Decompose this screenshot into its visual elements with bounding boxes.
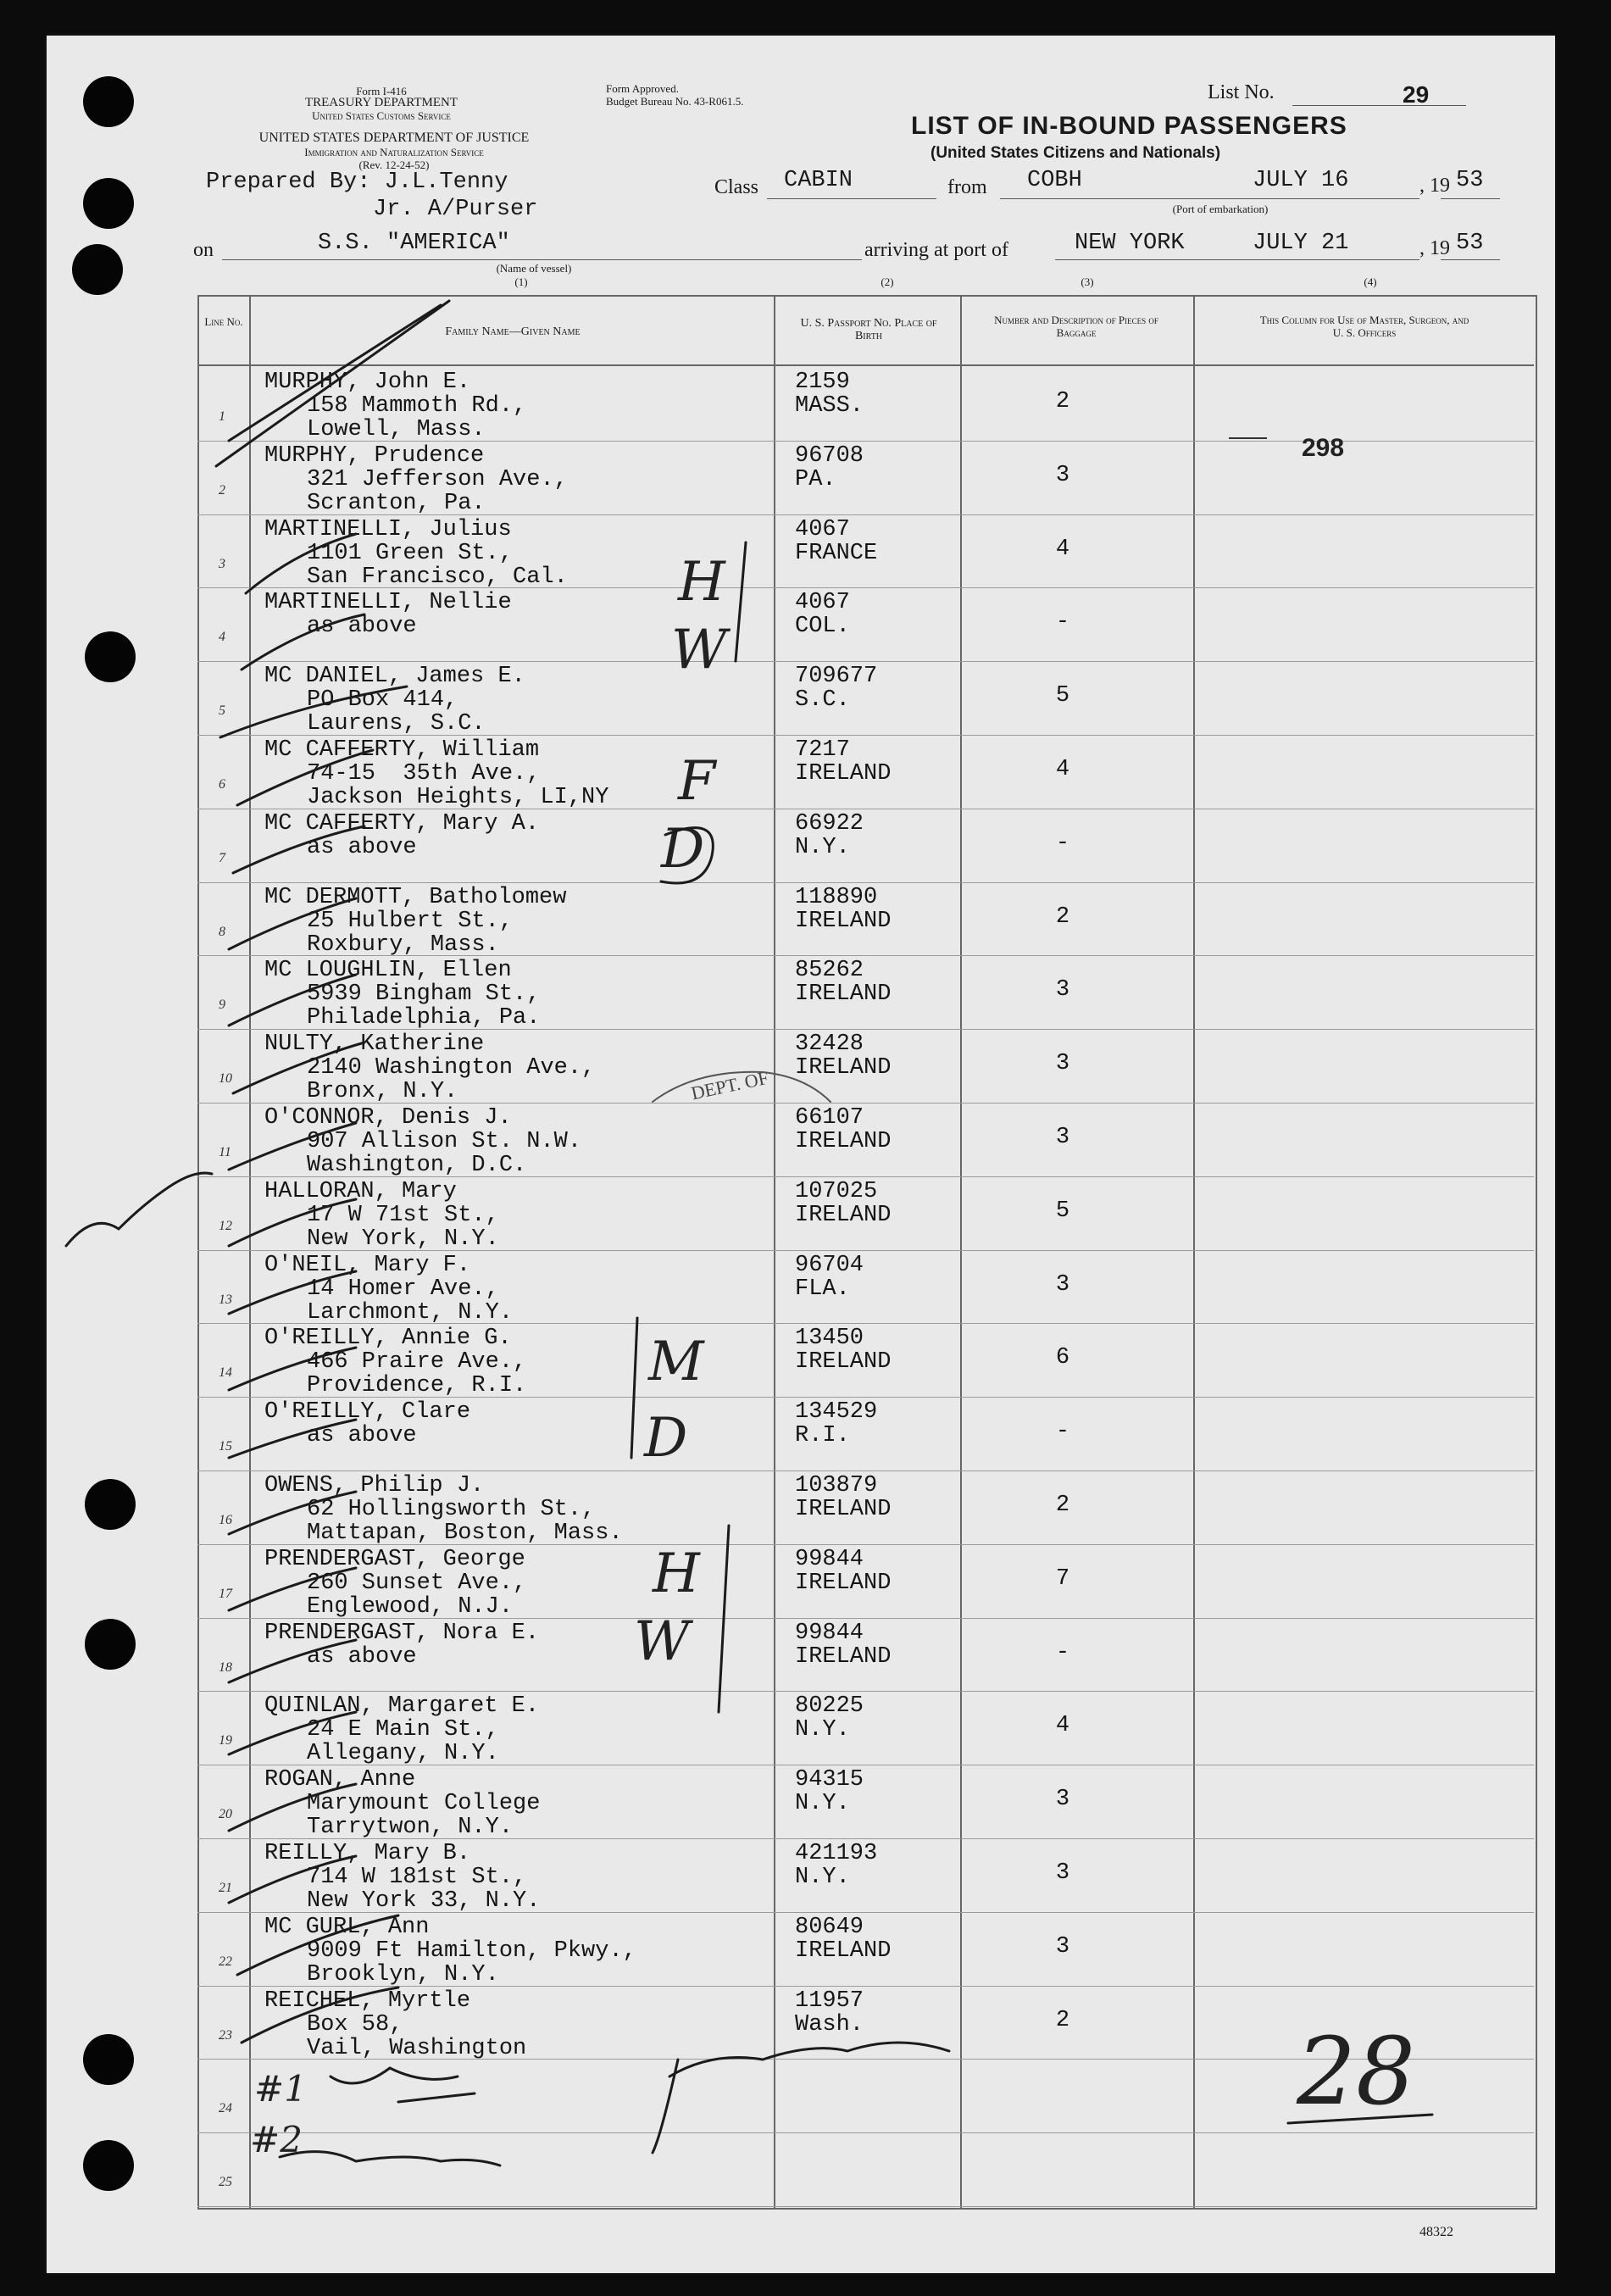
handwritten-total: 28 [1297, 2017, 1415, 2126]
passport-number: 85262 [795, 958, 864, 984]
column-number-4: (4) [1364, 275, 1377, 288]
line-number: 20 [219, 1807, 232, 1822]
passport-number: 80225 [795, 1693, 864, 1720]
customs-label: United States Customs Service [312, 109, 451, 122]
line-number: 24 [219, 2101, 232, 2116]
baggage-count: 2 [1055, 903, 1070, 930]
passenger-address-1: 158 Mammoth Rd., [307, 393, 527, 419]
passenger-address-1: 74-15 35th Ave., [307, 761, 541, 787]
page-title: LIST OF IN-BOUND PASSENGERS [911, 112, 1347, 140]
passport-number: 11957 [795, 1987, 864, 2014]
passenger-name: MARTINELLI, Julius [264, 516, 512, 542]
place-of-birth: IRELAND [795, 908, 892, 934]
baggage-count: 2 [1055, 2007, 1070, 2033]
passenger-address-1: PO Box 414, [307, 687, 458, 714]
passport-number: 709677 [795, 664, 878, 690]
justice-label: UNITED STATES DEPARTMENT OF JUSTICE [258, 131, 530, 145]
passenger-address-1: Box 58, [307, 2011, 403, 2037]
footer-code: 48322 [1419, 2225, 1453, 2239]
rev-label: (Rev. 12-24-52) [358, 158, 430, 171]
passport-number: 96704 [795, 1252, 864, 1278]
passenger-address-2: Roxbury, Mass. [307, 931, 499, 958]
passenger-name: MC LOUGHLIN, Ellen [264, 958, 512, 984]
column-header-name: Family Name—Given Name [445, 325, 581, 338]
departure-date: JULY 16 [1253, 168, 1349, 193]
passenger-address-1: 5939 Bingham St., [307, 981, 541, 1008]
class-value: CABIN [784, 168, 853, 193]
passport-number: 421193 [795, 1841, 878, 1866]
passport-number: 99844 [795, 1546, 864, 1572]
baggage-count: 3 [1055, 977, 1070, 1003]
passenger-name: O'REILLY, Clare [264, 1399, 471, 1426]
baggage-count: 3 [1055, 1271, 1070, 1298]
passenger-address-2: Philadelphia, Pa. [307, 1005, 541, 1031]
line-number: 10 [219, 1071, 232, 1087]
place-of-birth: IRELAND [795, 1497, 892, 1522]
baggage-count: - [1055, 609, 1070, 636]
passenger-name: PRENDERGAST, George [264, 1546, 525, 1572]
partial-stamp: DEPT. OF [689, 1066, 770, 1104]
passport-number: 7217 [795, 737, 850, 763]
baggage-count: 3 [1055, 1787, 1070, 1813]
column-number-1: (1) [514, 275, 528, 288]
passport-number: 134529 [795, 1399, 878, 1426]
passport-number: 4067 [795, 516, 850, 542]
passenger-name: O'NEIL, Mary F. [264, 1252, 471, 1278]
line-number: 25 [219, 2175, 232, 2190]
page-subtitle: (United States Citizens and Nationals) [930, 144, 1221, 162]
passenger-name: MURPHY, Prudence [264, 442, 485, 469]
line-number: 8 [219, 924, 225, 939]
handwritten-mark: M [648, 1331, 704, 1393]
passenger-address-2: Brooklyn, N.Y. [307, 1961, 499, 1987]
arrival-port: NEW YORK [1075, 231, 1185, 256]
passenger-name: MC CAFFERTY, Mary A. [264, 810, 540, 837]
baggage-count: 5 [1055, 1198, 1070, 1224]
list-no-label: List No. [1208, 81, 1275, 103]
line-number: 3 [219, 556, 225, 571]
passenger-name: ROGAN, Anne [264, 1767, 416, 1793]
handwritten-mark: F [678, 750, 716, 813]
passport-number: 32428 [795, 1031, 864, 1058]
year-prefix-1: , 19 [1419, 175, 1450, 197]
passenger-name: PRENDERGAST, Nora E. [264, 1620, 540, 1646]
column-header-line: Line No. [204, 315, 243, 328]
passenger-address-2: Washington, D.C. [307, 1153, 527, 1178]
place-of-birth: N.Y. [795, 1865, 850, 1890]
passport-number: 103879 [795, 1473, 878, 1498]
passenger-address-2: Bronx, N.Y. [307, 1079, 458, 1105]
passenger-address-2: Scranton, Pa. [307, 490, 486, 516]
passport-number: 107025 [795, 1178, 878, 1204]
line-number: 23 [219, 2027, 232, 2043]
passport-number: 96708 [795, 442, 864, 469]
line-number: 12 [219, 1218, 232, 1233]
passenger-address-1: 24 E Main St., [307, 1717, 499, 1743]
handwritten-mark: D [661, 818, 705, 881]
passenger-name: O'REILLY, Annie G. [264, 1326, 512, 1352]
handwritten-mark: W [634, 1610, 690, 1673]
baggage-count: 3 [1055, 1933, 1070, 1960]
vessel-name: S.S. "AMERICA" [318, 231, 510, 256]
baggage-count: - [1055, 1419, 1070, 1445]
line-number: 15 [219, 1439, 232, 1454]
baggage-count: 2 [1055, 1493, 1070, 1518]
passport-number: 94315 [795, 1767, 864, 1793]
passenger-name: REICHEL, Myrtle [264, 1987, 471, 2014]
place-of-birth: FLA. [795, 1276, 850, 1302]
column-header-officers: This Column for Use of Master, Surgeon, and U. S. Officers [1259, 314, 1469, 339]
line-number: 11 [219, 1145, 231, 1159]
passenger-address-1: 2140 Washington Ave., [307, 1055, 596, 1081]
handwritten-mark: D [644, 1407, 688, 1470]
line-number: 21 [219, 1881, 232, 1895]
passenger-address-2: Larchmont, N.Y. [307, 1299, 514, 1326]
arrival-date: JULY 21 [1253, 231, 1349, 256]
passenger-name: MURPHY, John E. [264, 370, 471, 395]
passenger-address-2: San Francisco, Cal. [307, 564, 568, 590]
baggage-count: - [1055, 830, 1070, 856]
passenger-name: QUINLAN, Margaret E. [264, 1693, 540, 1720]
place-of-birth: FRANCE [795, 540, 878, 566]
passenger-address-1: 714 W 181st St., [307, 1865, 527, 1890]
class-label: Class [714, 176, 759, 198]
place-of-birth: IRELAND [795, 1570, 892, 1596]
margin-note-1: #1 [254, 2068, 307, 2110]
column-number-3: (3) [1080, 275, 1094, 288]
place-of-birth: IRELAND [795, 1129, 892, 1154]
from-label: from [947, 176, 987, 198]
place-of-birth: S.C. [795, 687, 850, 714]
handwritten-mark: H [678, 551, 725, 614]
line-number: 7 [219, 850, 225, 865]
passenger-address-1: as above [307, 834, 417, 860]
line-number: 14 [219, 1365, 232, 1381]
passport-number: 80649 [795, 1914, 864, 1940]
place-of-birth: MASS. [795, 393, 864, 419]
baggage-count: 4 [1055, 536, 1070, 562]
passenger-address-1: 260 Sunset Ave., [307, 1570, 527, 1596]
passenger-address-2: Vail, Washington [307, 2035, 527, 2061]
passenger-address-1: 321 Jefferson Ave., [307, 466, 568, 492]
handwritten-mark: W [671, 619, 727, 681]
line-number: 16 [219, 1513, 232, 1527]
passenger-address-1: 17 W 71st St., [307, 1202, 499, 1228]
place-of-birth: IRELAND [795, 1643, 892, 1670]
baggage-count: 7 [1055, 1565, 1070, 1592]
passenger-name: O'CONNOR, Denis J. [264, 1105, 512, 1131]
place-of-birth: COL. [795, 614, 850, 640]
vessel-caption: (Name of vessel) [496, 262, 572, 275]
passenger-address-2: Providence, R.I. [307, 1373, 527, 1399]
line-number: 5 [219, 703, 225, 719]
year-suffix-2: 53 [1456, 231, 1484, 256]
line-number: 17 [219, 1586, 232, 1601]
passenger-address-2: New York 33, N.Y. [307, 1888, 541, 1914]
baggage-count: 2 [1055, 389, 1070, 414]
passenger-address-1: as above [307, 614, 417, 640]
margin-note-2: #2 [250, 2119, 303, 2160]
baggage-count: 4 [1055, 1713, 1070, 1739]
place-of-birth: IRELAND [795, 981, 892, 1008]
form-approved: Form Approved. [606, 82, 679, 95]
place-of-birth: N.Y. [795, 1717, 850, 1743]
passport-number: 66922 [795, 810, 864, 837]
passenger-name: HALLORAN, Mary [264, 1178, 457, 1204]
prepared-by-title: Jr. A/Purser [373, 197, 538, 222]
passenger-address-1: Marymount College [307, 1791, 541, 1817]
passport-number: 2159 [795, 370, 850, 395]
line-number: 18 [219, 1659, 232, 1675]
passenger-address-1: 9009 Ft Hamilton, Pkwy., [307, 1937, 636, 1964]
place-of-birth: N.Y. [795, 1791, 850, 1817]
passenger-address-1: as above [307, 1423, 417, 1449]
handwritten-mark: H [653, 1543, 700, 1605]
baggage-count: 5 [1055, 683, 1070, 709]
prepared-by: Prepared By: J.L.Tenny [206, 170, 508, 195]
passport-number: 4067 [795, 590, 850, 616]
arriving-label: arriving at port of [864, 239, 1008, 261]
passport-number: 66107 [795, 1105, 864, 1131]
passenger-name: MARTINELLI, Nellie [264, 590, 512, 616]
line-number: 13 [219, 1292, 232, 1307]
baggage-count: 3 [1055, 1125, 1070, 1150]
passenger-address-1: as above [307, 1643, 417, 1670]
passenger-address-1: 25 Hulbert St., [307, 908, 514, 934]
ins-label: Immigration and Naturalization Service [304, 146, 484, 158]
place-of-birth: N.Y. [795, 834, 850, 860]
column-number-2: (2) [880, 275, 894, 288]
passenger-address-2: Laurens, S.C. [307, 711, 486, 737]
passenger-address-2: Jackson Heights, LI,NY [307, 785, 609, 810]
place-of-birth: IRELAND [795, 1202, 892, 1228]
column-header-baggage: Number and Description of Pieces of Baggage [994, 314, 1158, 339]
port-embark-caption: (Port of embarkation) [1172, 203, 1269, 215]
passenger-address-2: Allegany, N.Y. [307, 1741, 499, 1767]
place-of-birth: IRELAND [795, 1349, 892, 1376]
place-of-birth: IRELAND [795, 1937, 892, 1964]
passenger-name: MC DANIEL, James E. [264, 664, 525, 690]
on-label: on [193, 239, 214, 261]
place-of-birth: PA. [795, 466, 836, 492]
officer-stamp-number: 298 [1302, 434, 1345, 462]
passenger-address-2: Mattapan, Boston, Mass. [307, 1520, 623, 1546]
baggage-count: 3 [1055, 462, 1070, 488]
list-no-value: 29 [1403, 81, 1430, 108]
year-prefix-2: , 19 [1419, 237, 1450, 259]
line-number: 19 [219, 1733, 232, 1748]
passenger-address-2: Tarrytwon, N.Y. [307, 1815, 514, 1841]
line-number: 6 [219, 777, 225, 792]
passenger-address-1: 1101 Green St., [307, 540, 514, 566]
year-suffix-1: 53 [1456, 168, 1484, 193]
passenger-address-1: 14 Homer Ave., [307, 1276, 499, 1302]
passenger-name: MC GURL, Ann [264, 1914, 430, 1940]
place-of-birth: IRELAND [795, 1055, 892, 1081]
passenger-address-1: 62 Hollingsworth St., [307, 1497, 596, 1522]
passenger-address-1: 466 Praire Ave., [307, 1349, 527, 1376]
place-of-birth: R.I. [795, 1423, 850, 1449]
passenger-address-2: Englewood, N.J. [307, 1593, 514, 1620]
baggage-count: 4 [1055, 757, 1070, 782]
treasury-label: TREASURY DEPARTMENT [304, 96, 458, 109]
line-number: 4 [219, 630, 225, 645]
passport-number: 13450 [795, 1326, 864, 1352]
passenger-name: MC CAFFERTY, William [264, 737, 540, 763]
passport-number: 118890 [795, 884, 878, 910]
passenger-address-1: 907 Allison St. N.W. [307, 1129, 582, 1154]
from-value: COBH [1027, 168, 1082, 193]
line-number: 1 [219, 409, 225, 424]
passenger-name: MC DERMOTT, Batholomew [264, 884, 567, 910]
form-number: Form I-416 [356, 85, 407, 97]
budget-bureau: Budget Bureau No. 43-R061.5. [606, 95, 744, 108]
column-header-passport: U. S. Passport No. Place of Birth [800, 317, 937, 342]
line-number: 9 [219, 998, 225, 1013]
passenger-name: NULTY, Katherine [264, 1031, 485, 1058]
baggage-count: 3 [1055, 1860, 1070, 1886]
line-number: 22 [219, 1954, 232, 1969]
line-number: 2 [219, 482, 225, 498]
passport-number: 99844 [795, 1620, 864, 1646]
place-of-birth: IRELAND [795, 761, 892, 787]
passenger-name: OWENS, Philip J. [264, 1473, 485, 1498]
baggage-count: - [1055, 1639, 1070, 1665]
passenger-address-2: Lowell, Mass. [307, 417, 486, 442]
baggage-count: 3 [1055, 1051, 1070, 1077]
passenger-name: REILLY, Mary B. [264, 1841, 471, 1866]
passenger-address-2: New York, N.Y. [307, 1226, 499, 1252]
baggage-count: 6 [1055, 1345, 1070, 1371]
place-of-birth: Wash. [795, 2011, 864, 2037]
